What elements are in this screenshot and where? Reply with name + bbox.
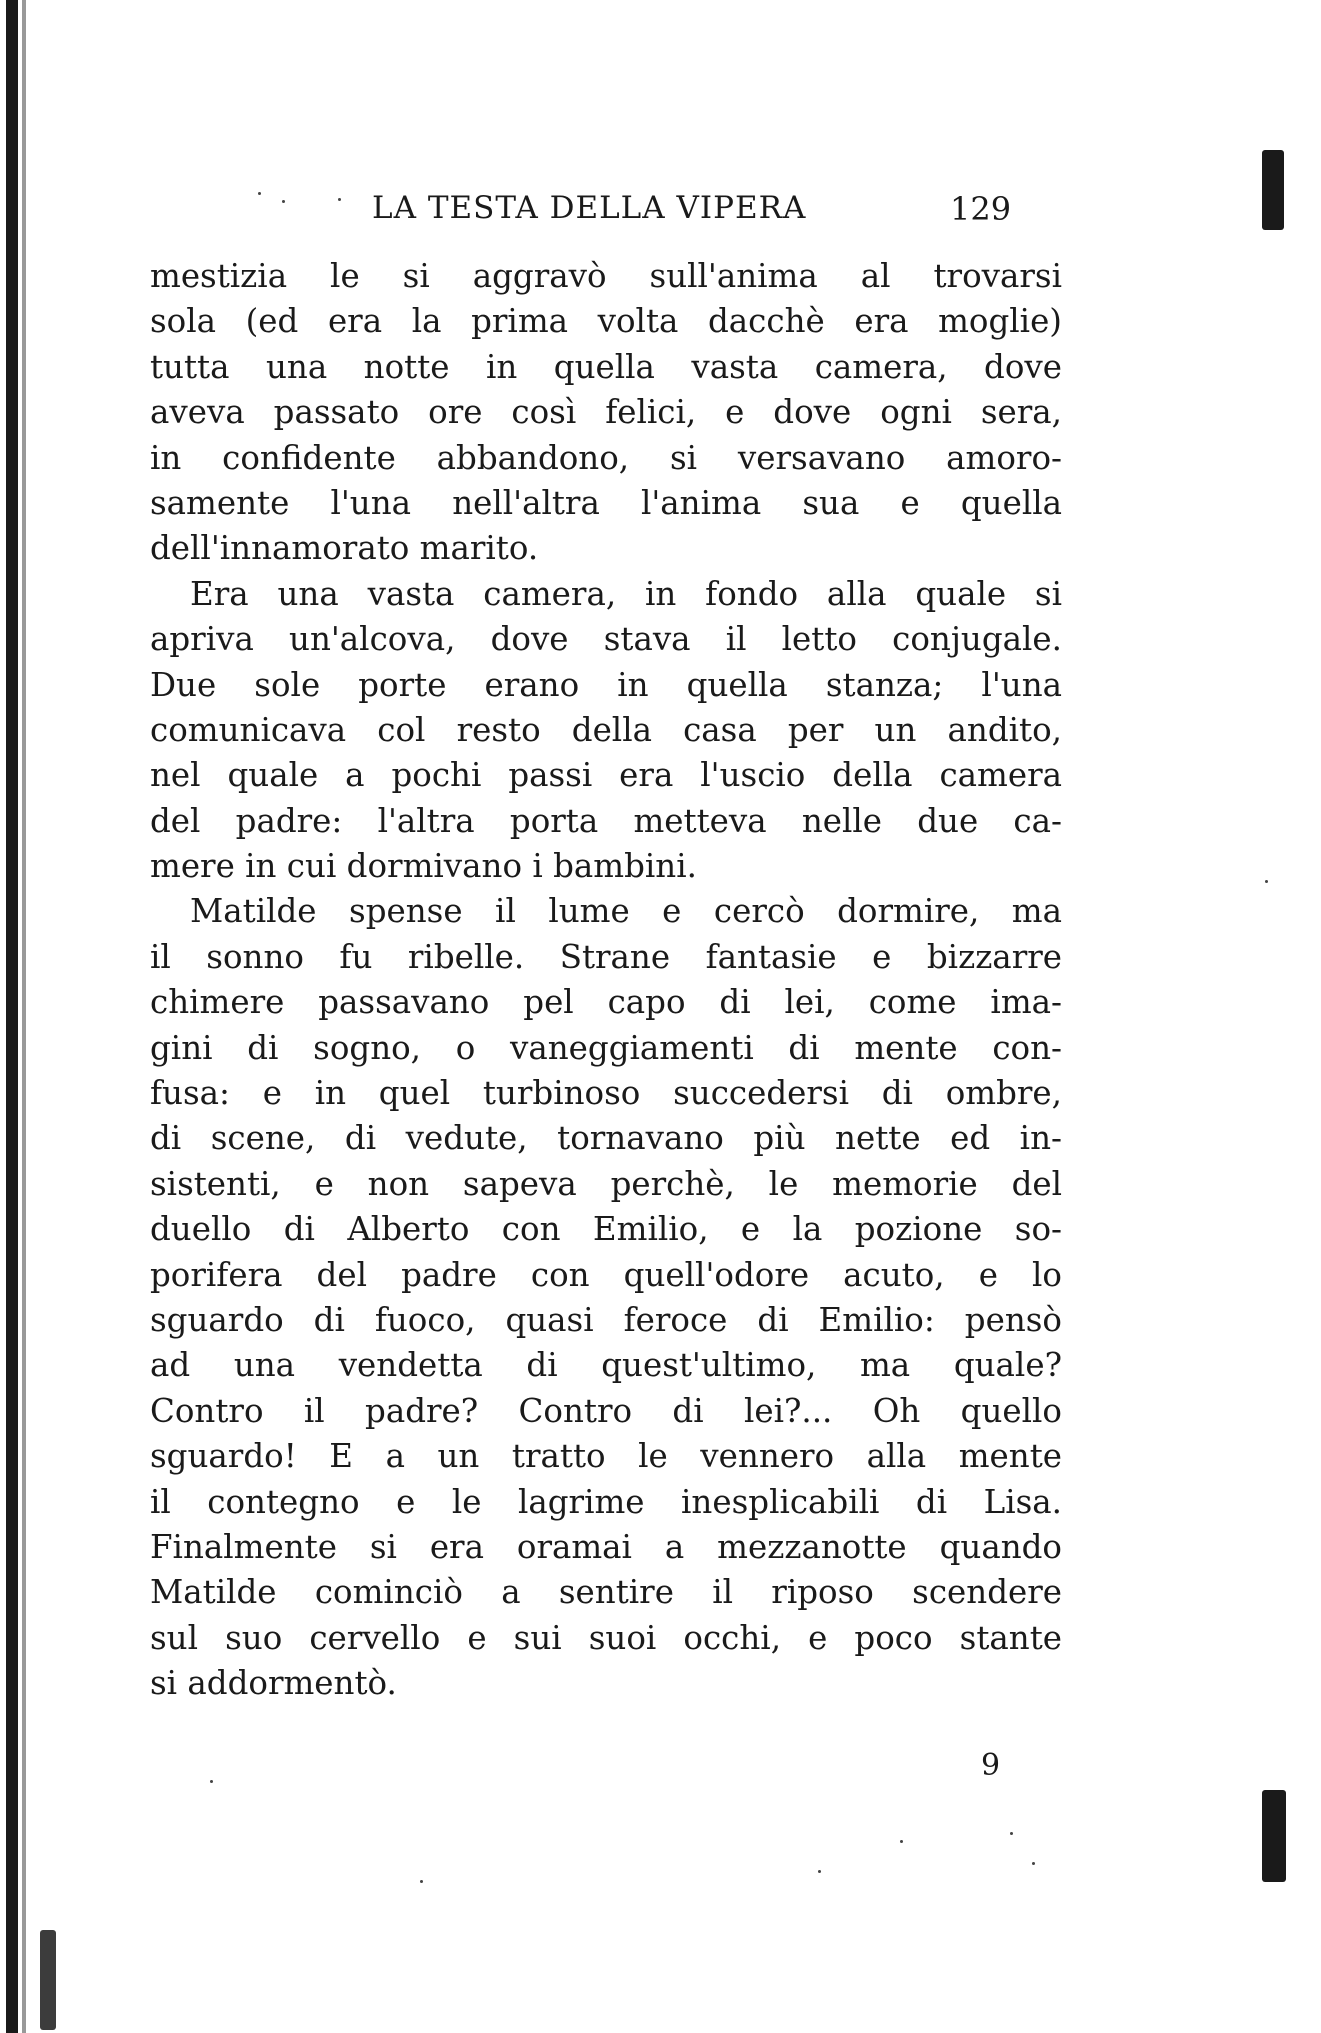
scan-speck [258, 192, 261, 195]
text-line: apriva un'alcova, dove stava il letto conjugale. [150, 620, 1062, 659]
scan-speck [210, 1780, 213, 1783]
text-line: Matilde spense il lume e cercò dormire, ma [190, 892, 1062, 931]
scan-speck [1265, 880, 1268, 883]
text-line: mestizia le si aggravò sull'anima al trovarsi [150, 257, 1062, 295]
text-line: ad una vendetta di quest'ultimo, ma quale? [150, 1346, 1062, 1385]
text-line: porifera del padre con quell'odore acuto, e lo [150, 1255, 1062, 1294]
scan-speck [338, 198, 341, 201]
text-line: mere in cui dormivano i bambini. [150, 847, 697, 886]
running-title: LA TESTA DELLA VIPERA [372, 190, 807, 226]
text-line: dell'innamorato marito. [150, 529, 539, 568]
body-text [150, 254, 1062, 1707]
text-line: nel quale a pochi passi era l'uscio della camera [150, 756, 1062, 795]
signature-mark: 9 [981, 1748, 1001, 1783]
text-line: aveva passato ore così felici, e dove ogni sera, [150, 393, 1062, 432]
text-line: sistenti, e non sapeva perchè, le memorie del [150, 1164, 1062, 1203]
scan-blot-bottom-right [1262, 1790, 1286, 1882]
text-line: del padre: l'altra porta metteva nelle due ca- [150, 801, 1062, 840]
scan-blot-top-right [1262, 150, 1284, 230]
text-line: fusa: e in quel turbinoso succedersi di ombre, [150, 1074, 1062, 1113]
running-head [372, 190, 1072, 230]
scan-speck [282, 200, 285, 203]
text-line: in confidente abbandono, si versavano amoro- [150, 438, 1062, 477]
text-line: sguardo! E a un tratto le vennero alla mente [150, 1437, 1062, 1476]
text-line: gini di sogno, o vaneggiamenti di mente con- [150, 1028, 1062, 1067]
text-line: il contegno e le lagrime inesplicabili di Lisa. [150, 1482, 1062, 1521]
text-line: Contro il padre? Contro di lei?... Oh quello [150, 1391, 1062, 1430]
scan-speck [420, 1880, 423, 1883]
scan-blot-bottom-left [40, 1930, 56, 2030]
text-line: il sonno fu ribelle. Strane fantasie e bizzarre [150, 937, 1062, 976]
text-line: Matilde cominciò a sentire il riposo scendere [150, 1573, 1062, 1612]
text-line: samente l'una nell'altra l'anima sua e quella [150, 483, 1062, 522]
text-line: sola (ed era la prima volta dacchè era moglie) [150, 302, 1062, 341]
text-line: comunicava col resto della casa per un andito, [150, 710, 1062, 749]
text-line: Finalmente si era oramai a mezzanotte quando [150, 1527, 1062, 1566]
text-line: tutta una notte in quella vasta camera, dove [150, 347, 1062, 386]
text-line: Due sole porte erano in quella stanza; l'una [150, 665, 1062, 704]
scan-speck [818, 1870, 821, 1873]
scan-speck [1010, 1832, 1013, 1835]
scan-spine-shadow [6, 0, 18, 2033]
scan-speck [900, 1840, 903, 1843]
text-line: duello di Alberto con Emilio, e la pozione so- [150, 1210, 1062, 1249]
scan-speck [1032, 1862, 1035, 1865]
text-line: Era una vasta camera, in fondo alla quale si [190, 574, 1062, 613]
text-line: si addormentò. [150, 1664, 397, 1703]
text-line: di scene, di vedute, tornavano più nette ed in- [150, 1119, 1062, 1158]
text-line: sguardo di fuoco, quasi feroce di Emilio: pensò [150, 1300, 1062, 1339]
text-line: chimere passavano pel capo di lei, come ima- [150, 983, 1062, 1022]
text-line: sul suo cervello e sui suoi occhi, e poco stante [150, 1618, 1062, 1657]
scan-spine-edge [22, 0, 26, 2033]
page-number: 129 [950, 190, 1012, 228]
